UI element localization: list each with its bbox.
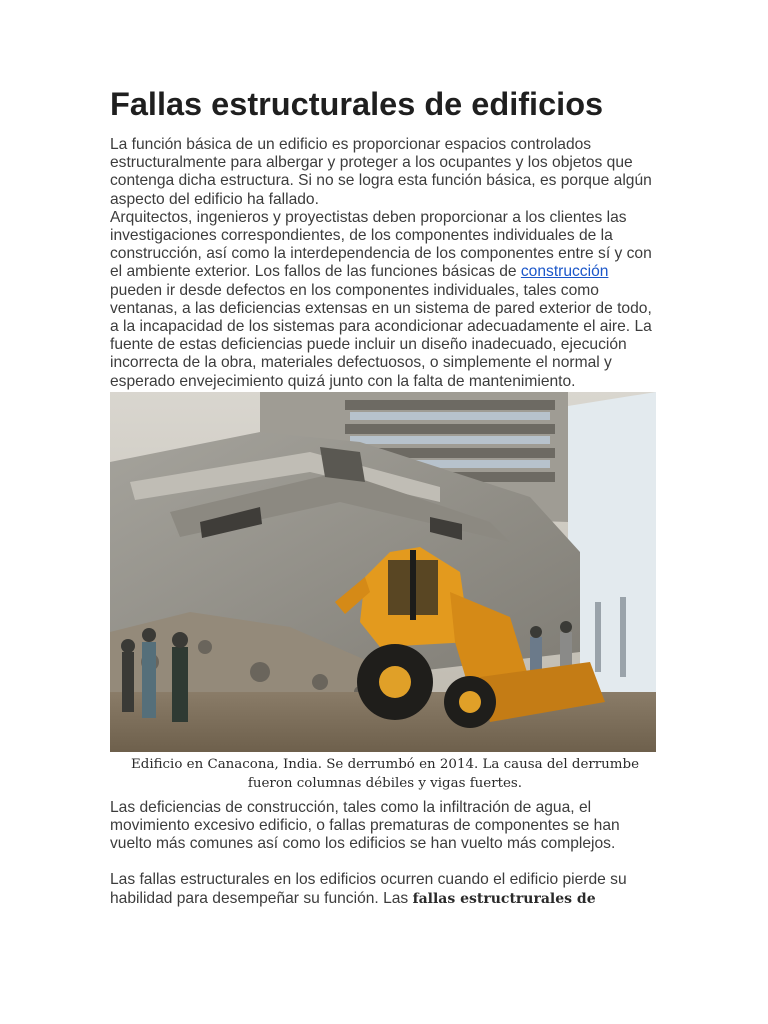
intro-paragraph-2-text-b: pueden ir desde defectos en los componentes individuales, tales como ventanas, a las deficiencias extensas en un sistema de pared exterior de todo, a la incapacidad de los sistemas para acondicionar adecuadamente el aire. La fuente de estas deficiencias puede incluir un diseño inadecuado, ejecución incorrecta de la obra, materiales defectuosos, o simplemente el normal y esperado envejecimiento quizá junto con la falta de mantenimiento.: [110, 281, 652, 390]
body-paragraph-1: Las deficiencias de construcción, tales como la infiltración de agua, el movimiento excesivo edificio, o fallas prematuras de componentes se han vuelto más comunes así como los edificios se han vuelto más complejos.: [110, 798, 620, 853]
body-paragraph-2: [110, 871, 660, 907]
collapsed-building-photo: [110, 392, 656, 752]
body-paragraph-2-text: Las fallas estructurales en los edificios ocurren cuando el edificio pierde su habilidad para desempeñar su función. Las: [110, 871, 627, 907]
construccion-link[interactable]: construcción: [520, 263, 609, 281]
intro-paragraph-2-text-a: Arquitectos, ingenieros y proyectistas deben proporcionar a los clientes las investigaciones correspondientes, de los componentes individuales de la construcción, así como la interdependencia de los componentes entre sí y con el ambiente exterior. Los fallos de las funciones básicas de: [110, 208, 652, 281]
document-page: [110, 82, 660, 908]
collapsed-building-illustration: [110, 392, 656, 752]
page-title: Fallas estructurales de edificios: [110, 86, 604, 122]
intro-paragraph-1: [110, 136, 660, 391]
photo-caption: Edificio en Canacona, India. Se derrumbó en 2014. La causa del derrumbe fueron columnas débiles y vigas fuertes.: [130, 756, 639, 791]
paragraph-gap: [110, 853, 660, 871]
body-paragraph-2-bold: fallas estructrurales de: [412, 890, 596, 907]
intro-paragraph-1-text: La función básica de un edificio es proporcionar espacios controlados estructuralmente para albergar y proteger a los ocupantes y los objetos que contenga dicha estructura. Si no se logra esta función básica, es porque algún aspecto del edificio ha fallado.: [110, 136, 652, 208]
